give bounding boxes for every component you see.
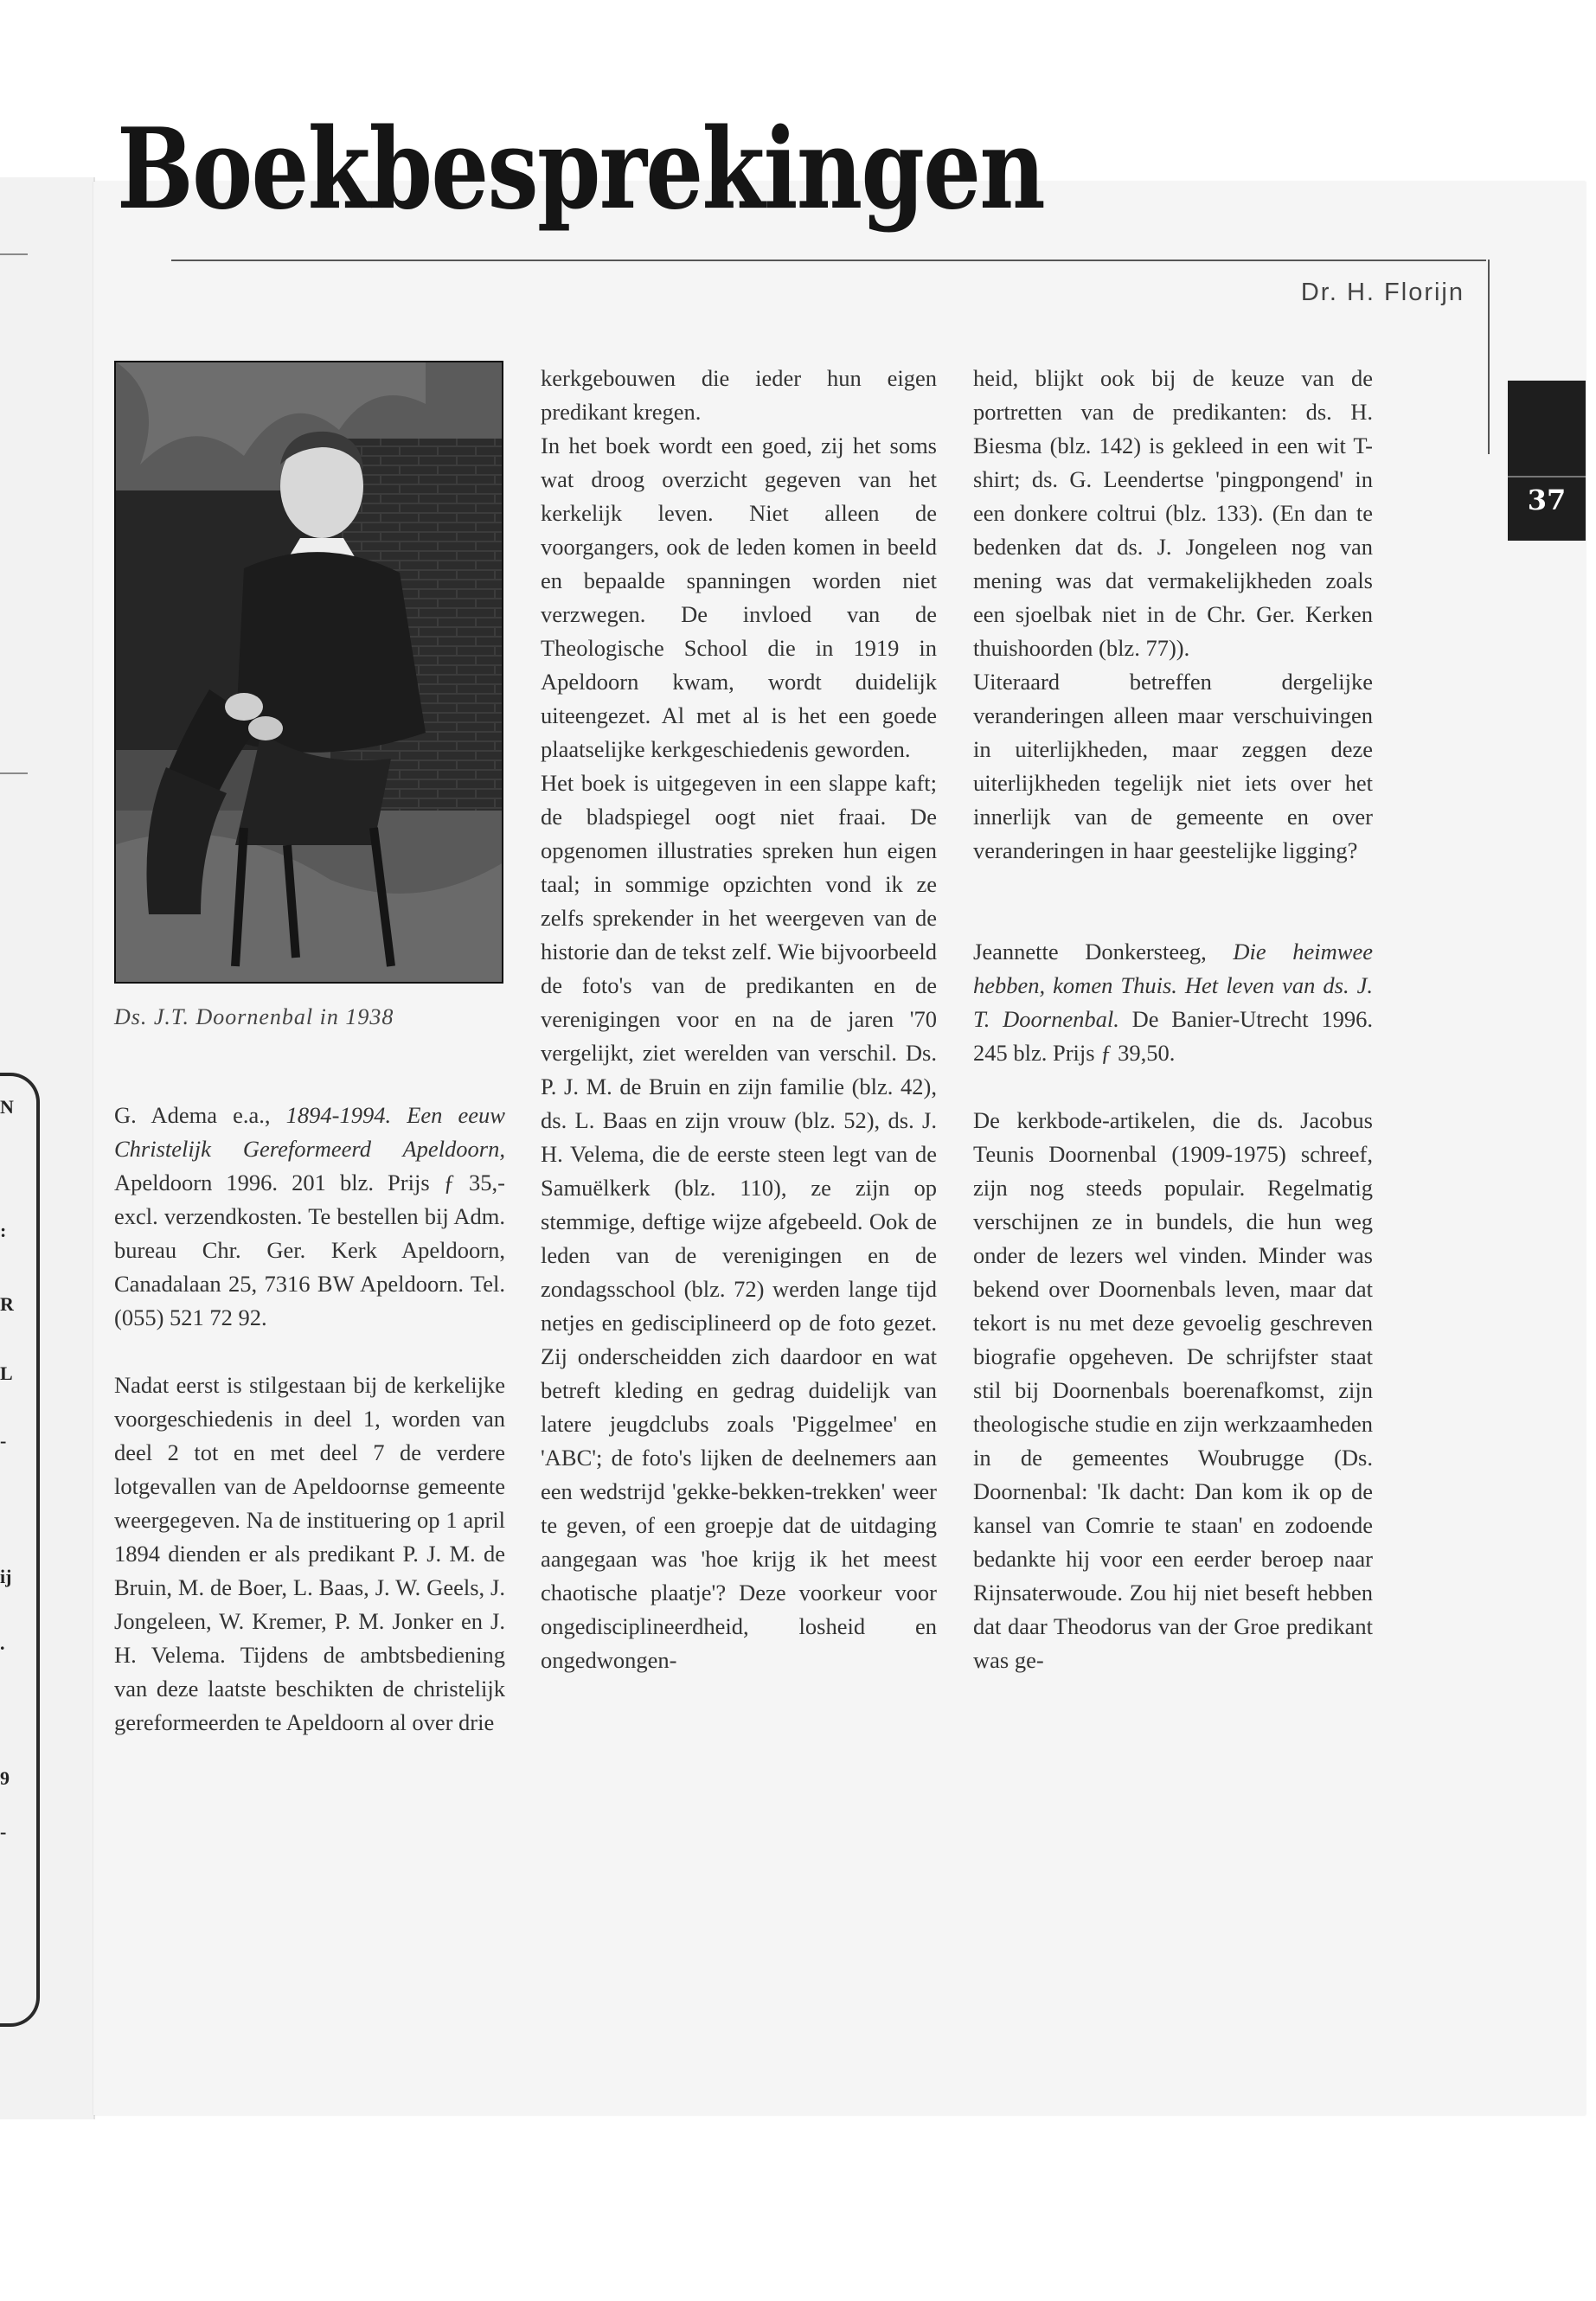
review-2-citation [973,935,1373,1070]
previous-page-glyph: - [0,1430,7,1452]
previous-page-glyph: . [0,1632,5,1654]
previous-page-frame [0,1073,40,2027]
review-2-publication-info: De Banier-Utrecht 1996. 245 blz. Prijs ƒ 39,50. [973,1006,1373,1066]
review-1-paragraph-1: Nadat eerst is stilgestaan bij de kerkelijke voorgeschiedenis in deel 1, worden van deel 2 tot en met deel 7 de verdere lotgevallen van de Apeldoornse gemeente weergegeven. Na de instituering op 1 april 1894 dienden er als predikant P. J. M. de Bruin, M. de Boer, L. Baas, J. W. Geels, J. Jongeleen, W. Kremer, P. M. Jonker en J. H. Velema. Tijdens de ambtsbediening van deze laatste beschikten de christelijk gereformeerden te Apeldoorn al over drie [114,1372,505,1735]
portrait-photo [114,361,503,984]
page-number: 37 [1527,484,1567,516]
header-vertical-rule [1488,260,1490,454]
page-number-tab [1508,381,1586,541]
review-1-citation [114,1099,505,1335]
header-rule [171,260,1486,261]
review-1-paragraph-3: Het boek is uitgegeven in een slappe kaft; de bladspiegel oogt niet fraai. De opgenomen illustraties spreken hun eigen taal; in sommige opzichten vond ik ze zelfs sprekender in het weergeven van de historie dan de tekst zelf. Wie bijvoorbeeld de foto's van de predikanten en de verenigingen voor en na de jaren '70 vergelijkt, ziet werelden van verschil. Ds. P. J. M. de Bruin en zijn familie (blz. 42), ds. L. Baas en zijn vrouw (blz. 52), ds. J. H. Velema, die de eerste steen legt van de Samuëlkerk (blz. 110), ze zijn op stemmige, deftige wijze afgebeeld. Ook de leden van de verenigingen en de zondagsschool (blz. 72) werden lange tijd netjes en gedisciplineerd op de foto gezet. Zij onderscheidden zich daardoor en wat betreft kleding en gedrag duidelijk van latere jeugdclubs zoals 'Piggelmee' en 'ABC'; de foto's lijken de deelnemers aan een wedstrijd 'gekke-bekken-trekken' weer te geven, of een groepje dat de uitdaging aangegaan was 'hoe krijg ik het meest chaotische plaatje'? Deze voorkeur voor ongedisciplineerdheid, losheid en ongedwongen- [541,770,937,1673]
review-1-authors: G. Adema e.a., [114,1102,286,1128]
review-1-publication-info: Apeldoorn 1996. 201 blz. Prijs ƒ 35,- excl. verzendkosten. Te bestellen bij Adm. bureau Chr. Ger. Kerk Apeldoorn, Canadalaan 25, 7316 BW Apeldoorn. Tel. (055) 521 72 92. [114,1170,505,1330]
previous-page-glyph: : [0,1220,7,1241]
author-name: Dr. H. Florijn [1300,279,1465,306]
page-tab-rule [1508,476,1586,478]
portrait-photo-image [114,361,503,984]
previous-page-glyph: R [0,1293,14,1315]
review-2-author: Jeannette Donkersteeg, [973,939,1234,965]
text-column-1 [114,1099,505,1740]
review-2-book-title: Die heimwee hebben, komen Thuis. Het leven van ds. J. T. Doornenbal. [973,939,1373,1032]
previous-page-rule [0,772,28,774]
photo-caption: Ds. J.T. Doornenbal in 1938 [114,1004,394,1029]
previous-page-glyph: 9 [0,1767,10,1789]
previous-page-glyph: L [0,1362,13,1384]
review-1-paragraph-2: In het boek wordt een goed, zij het soms wat droog overzicht gegeven van het kerkelijk leven. Niet alleen de voorgangers, ook de leden komen in beeld en bepaalde spanningen worden niet verzwegen. De invloed van de Theologische School die in 1919 in Apeldoorn kwam, wordt duidelijk uiteengezet. Al met al is het een goede plaatselijke kerkgeschiedenis geworden. [541,433,937,762]
text-column-3 [973,362,1373,1677]
previous-page-edge [0,177,95,2119]
review-1-paragraph-1-continued: kerkgebouwen die ieder hun eigen predikant kregen. [541,365,937,425]
review-1-paragraph-4: Uiteraard betreffen dergelijke veranderingen alleen maar verschuivingen in uiterlijkheden, maar zeggen deze uiterlijkheden tegelijk niet iets over het innerlijk van de gemeente en over veranderingen in haar geestelijke ligging? [973,669,1373,863]
previous-page-glyph: - [0,1821,7,1843]
review-1-book-title: 1894-1994. Een eeuw Christelijk Gereformeerd Apeldoorn, [114,1102,505,1162]
review-2-paragraph-1: De kerkbode-artikelen, die ds. Jacobus Teunis Doornenbal (1909-1975) schreef, zijn nog steeds populair. Regelmatig verschijnen ze in bundels, die hun weg onder de lezers wel vinden. Minder was bekend over Doornenbals leven, maar dat tekort is nu met deze gevoelig geschreven biografie opgeheven. De schrijfster staat stil bij Doornenbals boerenafkomst, zijn theologische studie en zijn werkzaamheden in de gemeentes Woubrugge (Ds. Doornenbal: 'Ik dacht: Dan kom ik op de kansel van Comrie te staan' en zodoende bedankte hij voor een eerder beroep naar Rijnsaterwoude. Zou hij niet beseft hebben dat daar Theodorus van der Groe predikant was ge- [973,1107,1373,1673]
previous-page-glyph: ij [0,1566,12,1587]
text-column-2 [541,362,937,1677]
previous-page-rule [0,253,28,255]
review-1-paragraph-3-continued: heid, blijkt ook bij de keuze van de portretten van de predikanten: ds. H. Biesma (blz. 142) is gekleed in een wit T-shirt; ds. G. Leendertse 'pingpongend' in een donkere coltrui (blz. 133). (En dan te bedenken dat ds. J. Jongeleen nog van mening was dat vermakelijkheden zoals een sjoelbak niet in de Chr. Ger. Kerken thuishoorden (blz. 77)). [973,365,1373,661]
previous-page-glyph: N [0,1096,14,1118]
page-title: Boekbesprekingen [117,105,1045,234]
